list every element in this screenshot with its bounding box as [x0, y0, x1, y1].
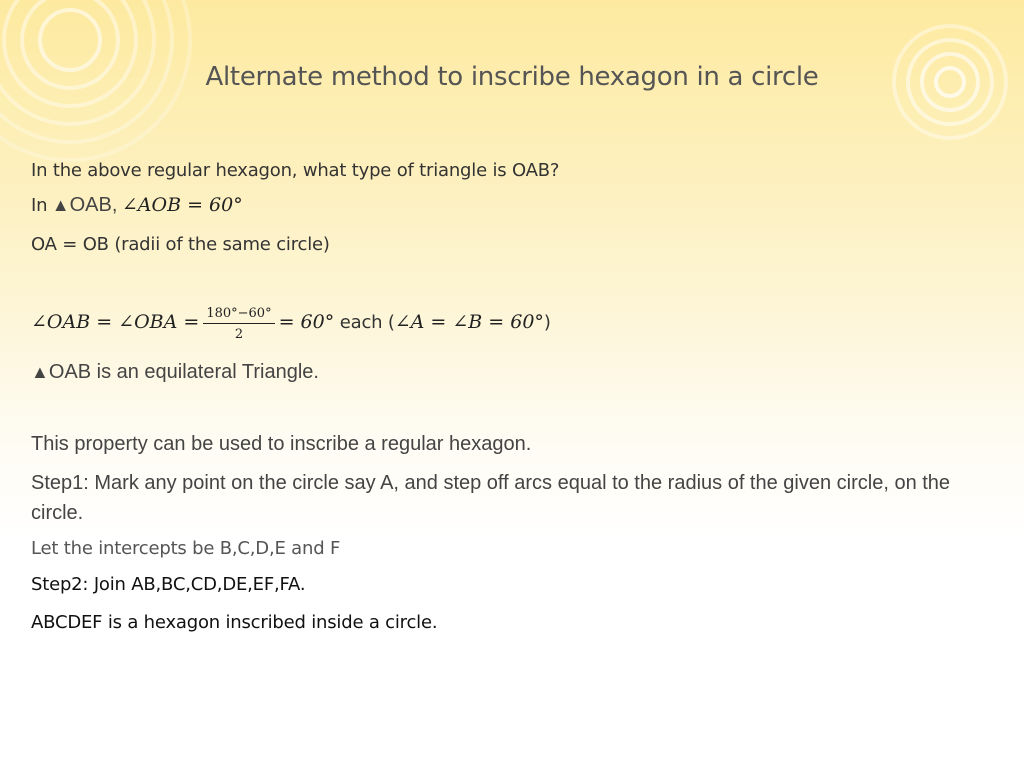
triangle-icon-2: ▲ [31, 362, 49, 382]
step1-line: Step1: Mark any point on the circle say A, and step off arcs equal to the radius of the given circle, on the circle. [31, 472, 951, 524]
angle-equation-line [31, 306, 551, 342]
fraction-denominator: 2 [234, 327, 244, 342]
angle-aob-equation: ∠AOB = 60° [121, 194, 243, 216]
equilateral-line [31, 361, 319, 384]
step2-line: Step2: Join AB,BC,CD,DE,EF,FA. [31, 574, 306, 595]
slide-title: Alternate method to inscribe hexagon in a circle [205, 62, 819, 92]
conclusion-line: ABCDEF is a hexagon inscribed inside a circle. [31, 612, 438, 633]
triangle-icon: ▲ [51, 195, 70, 215]
question-line: In the above regular hexagon, what type of triangle is OAB? [31, 160, 560, 181]
radii-line: OA = OB (radii of the same circle) [31, 234, 330, 255]
in-prefix: In [31, 195, 48, 216]
equation-result: = 60° [278, 311, 335, 334]
close-paren: ) [543, 312, 551, 334]
equilateral-text: OAB is an equilateral Triangle. [48, 361, 319, 383]
oab-label: OAB, [69, 194, 118, 216]
intercepts-line: Let the intercepts be B,C,D,E and F [31, 538, 341, 559]
property-line: This property can be used to inscribe a regular hexagon. [31, 433, 532, 455]
fraction-numerator: 180°−60° [203, 306, 274, 324]
equation-left: ∠OAB = ∠OBA = [31, 311, 200, 334]
fraction [203, 306, 274, 342]
angle-aob-line [31, 194, 243, 217]
equation-each: ∠A = ∠B = 60° [394, 311, 544, 334]
each-text: each ( [334, 312, 395, 334]
